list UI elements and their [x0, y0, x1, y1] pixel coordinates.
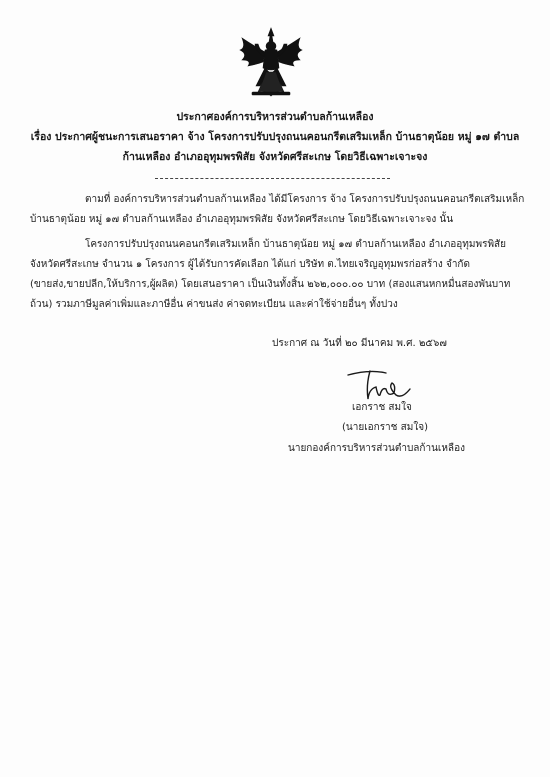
paragraph-2-line-3: (ขายส่ง,ขายปลีก,ให้บริการ,ผู้ผลิต) โดยเสนอราคา เป็นเงินทั้งสิ้น ๒๖๒,๐๐๐.๐๐ บาท (สองแสนหกหมื่นสองพันบาท — [30, 279, 511, 290]
document-title: ประกาศองค์การบริหารส่วนตำบลก้านเหลือง — [176, 111, 374, 123]
header-divider — [155, 178, 390, 179]
garuda-emblem-icon — [236, 26, 306, 98]
printed-name: (นายเอกราช สมใจ) — [342, 422, 428, 433]
paragraph-2-line-4: ถ้วน) รวมภาษีมูลค่าเพิ่มและภาษีอื่น ค่าขนส่ง ค่าจดทะเบียน และค่าใช้จ่ายอื่นๆ ทั้งปวง — [30, 299, 398, 310]
paragraph-1-line-1: ตามที่ องค์การบริหารส่วนตำบลก้านเหลือง ได้มีโครงการ จ้าง โครงการปรับปรุงถนนคอนกรีตเสริมเหล็ก — [85, 194, 525, 205]
paragraph-2-line-2: จังหวัดศรีสะเกษ จำนวน ๑ โครงการ ผู้ได้รับการคัดเลือก ได้แก่ บริษัท ต.ไทยเจริญอุทุมพรก่อสร้าง จำกัด — [30, 259, 470, 270]
subject-line-2: ก้านเหลือง อำเภออุทุมพรพิสัย จังหวัดศรีสะเกษ โดยวิธีเฉพาะเจาะจง — [122, 151, 428, 163]
paragraph-1-line-2: บ้านธาตุน้อย หมู่ ๑๗ ตำบลก้านเหลือง อำเภออุทุมพรพิสัย จังหวัดศรีสะเกษ โดยวิธีเฉพาะเจาะจง นั้น — [30, 214, 454, 225]
announcement-date: ประกาศ ณ วันที่ ๒๐ มีนาคม พ.ศ. ๒๕๖๗ — [272, 338, 447, 349]
signed-name: เอกราช สมใจ — [352, 402, 412, 413]
subject-line-1: เรื่อง ประกาศผู้ชนะการเสนอราคา จ้าง โครงการปรับปรุงถนนคอนกรีตเสริมเหล็ก บ้านธาตุน้อย หมู่ ๑๗ ตำบล — [30, 131, 520, 143]
signer-position: นายกองค์การบริหารส่วนตำบลก้านเหลือง — [288, 443, 465, 454]
handwritten-signature — [340, 365, 420, 405]
paragraph-2-line-1: โครงการปรับปรุงถนนคอนกรีตเสริมเหล็ก บ้านธาตุน้อย หมู่ ๑๗ ตำบลก้านเหลือง อำเภออุทุมพรพิสัย — [85, 239, 506, 250]
